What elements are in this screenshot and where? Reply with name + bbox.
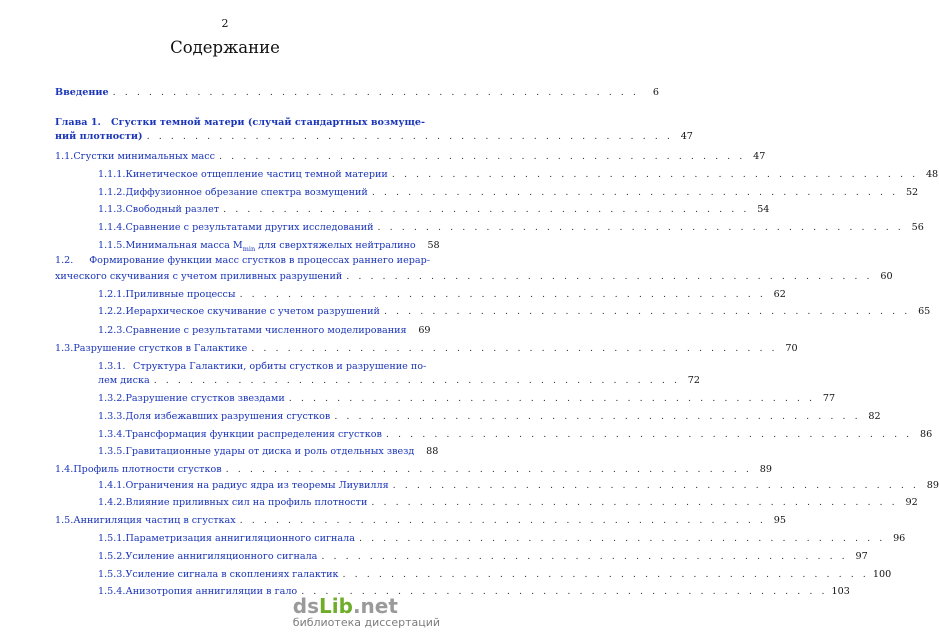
toc-entry-page: 88 bbox=[426, 446, 439, 457]
toc-entry-number: 1.3. bbox=[55, 343, 74, 354]
toc-entry-number: Глава 1. bbox=[55, 117, 101, 128]
toc-entry-page: 96 bbox=[893, 533, 906, 544]
watermark bbox=[293, 595, 440, 629]
toc-entry-number: 1.3.4. bbox=[98, 429, 126, 440]
toc-entry-number: 1.5.4. bbox=[98, 586, 126, 597]
toc-entry-title: лем диска bbox=[98, 375, 150, 386]
toc-entry[interactable] bbox=[98, 393, 836, 405]
toc-leader-dots: . . . . . . . . . . . . . . . . . . . . . . . . . . . . . . . . . . . . . . . . . . . . bbox=[342, 569, 869, 580]
toc-entry-page: 48 bbox=[925, 169, 939, 180]
toc-entry-page: 86 bbox=[920, 429, 933, 440]
toc-entry-title: Усиление сигнала в скоплениях галактик bbox=[125, 569, 339, 580]
toc-entry[interactable] bbox=[98, 240, 440, 255]
toc-entry-number: Введение bbox=[55, 87, 109, 98]
toc-entry[interactable] bbox=[98, 289, 786, 301]
toc-entry-title: Минимальная масса $M_{min}$ для сверхтяжелых нейтралино bbox=[125, 240, 416, 253]
toc-entry[interactable] bbox=[98, 446, 439, 458]
toc-entry[interactable] bbox=[55, 515, 786, 527]
toc-entry-number: 1.1.5. bbox=[98, 240, 126, 251]
toc-entry[interactable] bbox=[98, 480, 939, 492]
toc-entry-page: 89 bbox=[759, 464, 772, 475]
toc-entry-number: 1.2.1. bbox=[98, 289, 126, 300]
toc-entry-page: 47 bbox=[753, 151, 766, 162]
toc-entry-title: Структура Галактики, орбиты сгустков и разрушение по- bbox=[133, 361, 427, 372]
toc-entry-title: Иерархическое скучивание с учетом разрушений bbox=[125, 306, 380, 317]
toc-entry-continued[interactable] bbox=[98, 361, 430, 373]
toc-leader-dots: . . . . . . . . . . . . . . . . . . . . . . . . . . . . . . . . . . . . . . . . . . . . bbox=[334, 411, 861, 422]
toc-entry-page: 56 bbox=[911, 222, 924, 233]
toc-entry-page: 95 bbox=[773, 515, 786, 526]
toc-entry[interactable] bbox=[55, 464, 772, 476]
toc-entry-page: 52 bbox=[905, 187, 919, 198]
toc-entry[interactable] bbox=[55, 131, 693, 143]
toc-leader-dots: . . . . . . . . . . . . . . . . . . . . . . . . . . . . . . . . . . . . . . . . . . . . bbox=[146, 131, 673, 142]
toc-entry[interactable] bbox=[98, 169, 939, 181]
toc-entry-number: 1.2. bbox=[55, 255, 74, 266]
toc-entry-number: 1.3.3. bbox=[98, 411, 126, 422]
toc-leader-dots: . . . . . . . . . . . . . . . . . . . . . . . . . . . . . . . . . . . . . . . . . . . . bbox=[251, 343, 778, 354]
toc-entry-number: 1.5.2. bbox=[98, 551, 126, 562]
toc-entry-title: Формирование функции масс сгустков в процессах раннего иерар- bbox=[89, 255, 430, 266]
toc-entry-title: Параметризация аннигиляционного сигнала bbox=[125, 533, 355, 544]
toc-entry-page: 89 bbox=[926, 480, 939, 491]
toc-leader-dots: . . . . . . . . . . . . . . . . . . . . . . . . . . . . . . . . . . . . . . . . . . . . bbox=[371, 497, 898, 508]
toc-entry[interactable] bbox=[98, 411, 881, 423]
toc-entry-title: Влияние приливных сил на профиль плотности bbox=[125, 497, 368, 508]
toc-entry-number: 1.1. bbox=[55, 151, 74, 162]
toc-entry-title: Доля избежавших разрушения сгустков bbox=[125, 411, 331, 422]
toc-entry-page: 65 bbox=[918, 306, 931, 317]
toc-entry-number: 1.2.2. bbox=[98, 306, 126, 317]
toc-entry-number: 1.3.5. bbox=[98, 446, 126, 457]
toc-entry-continued[interactable] bbox=[55, 255, 430, 267]
toc-entry-title: Ограничения на радиус ядра из теоремы Лиувилля bbox=[125, 480, 389, 491]
toc-entry-title: Разрушение сгустков в Галактике bbox=[73, 343, 248, 354]
watermark-logo bbox=[293, 595, 440, 617]
toc-leader-dots: . . . . . . . . . . . . . . . . . . . . . . . . . . . . . . . . . . . . . . . . . . . . bbox=[219, 151, 746, 162]
toc-entry-title: Разрушение сгустков звездами bbox=[125, 393, 285, 404]
toc-entry-title: Сравнение с результатами других исследований bbox=[125, 222, 374, 233]
toc-entry[interactable] bbox=[98, 204, 770, 216]
toc-entry-title: Сгустки темной матери (случай стандартных возмуще- bbox=[111, 117, 425, 128]
toc-entry-page: 82 bbox=[868, 411, 881, 422]
toc-entry-page: 62 bbox=[773, 289, 786, 300]
toc-entry-page: 58 bbox=[427, 240, 440, 251]
page-number: 2 bbox=[221, 17, 229, 30]
toc-leader-dots: . . . . . . . . . . . . . . . . . . . . . . . . . . . . . . . . . . . . . . . . . . . . bbox=[383, 306, 911, 317]
toc-entry-page: 103 bbox=[831, 586, 850, 597]
toc-entry-number: 1.4. bbox=[55, 464, 74, 475]
toc-entry[interactable] bbox=[98, 569, 892, 581]
toc-entry-page: 77 bbox=[822, 393, 836, 404]
toc-entry-title: Свободный разлет bbox=[125, 204, 220, 215]
toc-entry-title: Сравнение с результатами численного моделирования bbox=[125, 325, 407, 336]
toc-leader-dots: . . . . . . . . . . . . . . . . . . . . . . . . . . . . . . . . . . . . . . . . . . . . bbox=[391, 169, 919, 180]
toc-entry[interactable] bbox=[98, 375, 701, 387]
toc-entry-title: Сгустки минимальных масс bbox=[73, 151, 216, 162]
toc-leader-dots: . . . . . . . . . . . . . . . . . . . . . . . . . . . . . . . . . . . . . . . . . . . . bbox=[346, 271, 873, 282]
toc-entry[interactable] bbox=[98, 222, 924, 234]
toc-leader-dots: . . . . . . . . . . . . . . . . . . . . . . . . . . . . . . . . . . . . . . . . . . . . bbox=[112, 87, 639, 98]
watermark-logo-suffix: .net bbox=[352, 594, 398, 618]
toc-entry-title: Усиление аннигиляционного сигнала bbox=[125, 551, 318, 562]
toc-entry-page: 69 bbox=[418, 325, 431, 336]
toc-entry-title: Приливные процессы bbox=[125, 289, 236, 300]
toc-entry-number: 1.3.2. bbox=[98, 393, 126, 404]
toc-leader-dots: . . . . . . . . . . . . . . . . . . . . . . . . . . . . . . . . . . . . . . . . . . . . bbox=[358, 533, 886, 544]
toc-entry-number: 1.4.1. bbox=[98, 480, 126, 491]
toc-entry-page: 72 bbox=[687, 375, 701, 386]
toc-entry-title: Аннигиляция частиц в сгустках bbox=[73, 515, 236, 526]
toc-leader-dots: . . . . . . . . . . . . . . . . . . . . . . . . . . . . . . . . . . . . . . . . . . . . bbox=[301, 586, 828, 597]
toc-entry[interactable] bbox=[98, 429, 933, 441]
toc-entry-number: 1.5.1. bbox=[98, 533, 126, 544]
page-title: Содержание bbox=[170, 38, 280, 57]
toc-entry-page: 100 bbox=[872, 569, 892, 580]
toc-leader-dots: . . . . . . . . . . . . . . . . . . . . . . . . . . . . . . . . . . . . . . . . . . . . bbox=[377, 222, 904, 233]
toc-entry[interactable] bbox=[98, 187, 919, 199]
toc-leader-dots: . . . . . . . . . . . . . . . . . . . . . . . . . . . . . . . . . . . . . . . . . . . . bbox=[321, 551, 848, 562]
toc-leader-dots: . . . . . . . . . . . . . . . . . . . . . . . . . . . . . . . . . . . . . . . . . . . . bbox=[239, 515, 766, 526]
toc-entry-number: 1.3.1. bbox=[98, 361, 126, 372]
toc-entry-page: 97 bbox=[855, 551, 868, 562]
toc-entry[interactable] bbox=[98, 306, 931, 318]
toc-entry-title: Гравитационные удары от диска и роль отдельных звезд bbox=[125, 446, 415, 457]
toc-entry-page: 70 bbox=[785, 343, 798, 354]
toc-entry-page: 6 bbox=[652, 87, 659, 98]
toc-entry[interactable] bbox=[98, 497, 918, 509]
toc-entry[interactable] bbox=[98, 533, 906, 545]
toc-entry[interactable] bbox=[55, 151, 766, 163]
toc-entry-page: 54 bbox=[757, 204, 770, 215]
toc-leader-dots: . . . . . . . . . . . . . . . . . . . . . . . . . . . . . . . . . . . . . . . . . . . . bbox=[153, 375, 681, 386]
toc-entry-page: 60 bbox=[880, 271, 893, 282]
toc-leader-dots: . . . . . . . . . . . . . . . . . . . . . . . . . . . . . . . . . . . . . . . . . . . . bbox=[239, 289, 766, 300]
toc-leader-dots: . . . . . . . . . . . . . . . . . . . . . . . . . . . . . . . . . . . . . . . . . . . . bbox=[385, 429, 913, 440]
toc-entry[interactable] bbox=[55, 343, 798, 355]
toc-leader-dots: . . . . . . . . . . . . . . . . . . . . . . . . . . . . . . . . . . . . . . . . . . . . bbox=[392, 480, 919, 491]
toc-leader-dots: . . . . . . . . . . . . . . . . . . . . . . . . . . . . . . . . . . . . . . . . . . . . bbox=[288, 393, 816, 404]
toc-entry[interactable] bbox=[55, 271, 893, 283]
toc-entry-title: Диффузионное обрезание спектра возмущений bbox=[125, 187, 368, 198]
toc-entry-number: 1.5.3. bbox=[98, 569, 126, 580]
toc-entry-title: Профиль плотности сгустков bbox=[73, 464, 222, 475]
toc-entry[interactable] bbox=[98, 551, 868, 563]
toc-entry[interactable] bbox=[55, 87, 659, 99]
toc-entry[interactable] bbox=[98, 325, 430, 337]
toc-entry-page: 92 bbox=[905, 497, 918, 508]
toc-entry-title: Трансформация функции распределения сгустков bbox=[125, 429, 382, 440]
toc-entry-continued[interactable] bbox=[55, 117, 430, 129]
toc-leader-dots: . . . . . . . . . . . . . . . . . . . . . . . . . . . . . . . . . . . . . . . . . . . . bbox=[223, 204, 750, 215]
toc-entry-title: Кинетическое отщепление частиц темной материи bbox=[125, 169, 388, 180]
toc-entry-number: 1.1.2. bbox=[98, 187, 126, 198]
toc-entry-title: Анизотропия аннигиляции в гало bbox=[125, 586, 298, 597]
watermark-logo-highlight: Lib bbox=[319, 594, 353, 618]
toc-entry-page: 47 bbox=[680, 131, 693, 142]
toc-entry-title: хического скучивания с учетом приливных разрушений bbox=[55, 271, 343, 282]
toc-entry-number: 1.4.2. bbox=[98, 497, 126, 508]
toc-leader-dots: . . . . . . . . . . . . . . . . . . . . . . . . . . . . . . . . . . . . . . . . . . . . bbox=[225, 464, 752, 475]
toc-leader-dots: . . . . . . . . . . . . . . . . . . . . . . . . . . . . . . . . . . . . . . . . . . . . bbox=[371, 187, 899, 198]
toc-entry-number: 1.5. bbox=[55, 515, 74, 526]
toc-entry-number: 1.1.3. bbox=[98, 204, 126, 215]
toc-entry-number: 1.2.3. bbox=[98, 325, 126, 336]
toc-entry-number: 1.1.1. bbox=[98, 169, 126, 180]
toc-entry-number: 1.1.4. bbox=[98, 222, 126, 233]
watermark-logo-prefix: ds bbox=[292, 594, 320, 618]
watermark-subtitle: библиотека диссертаций bbox=[292, 616, 440, 629]
toc-entry-title: ний плотности) bbox=[55, 131, 143, 142]
